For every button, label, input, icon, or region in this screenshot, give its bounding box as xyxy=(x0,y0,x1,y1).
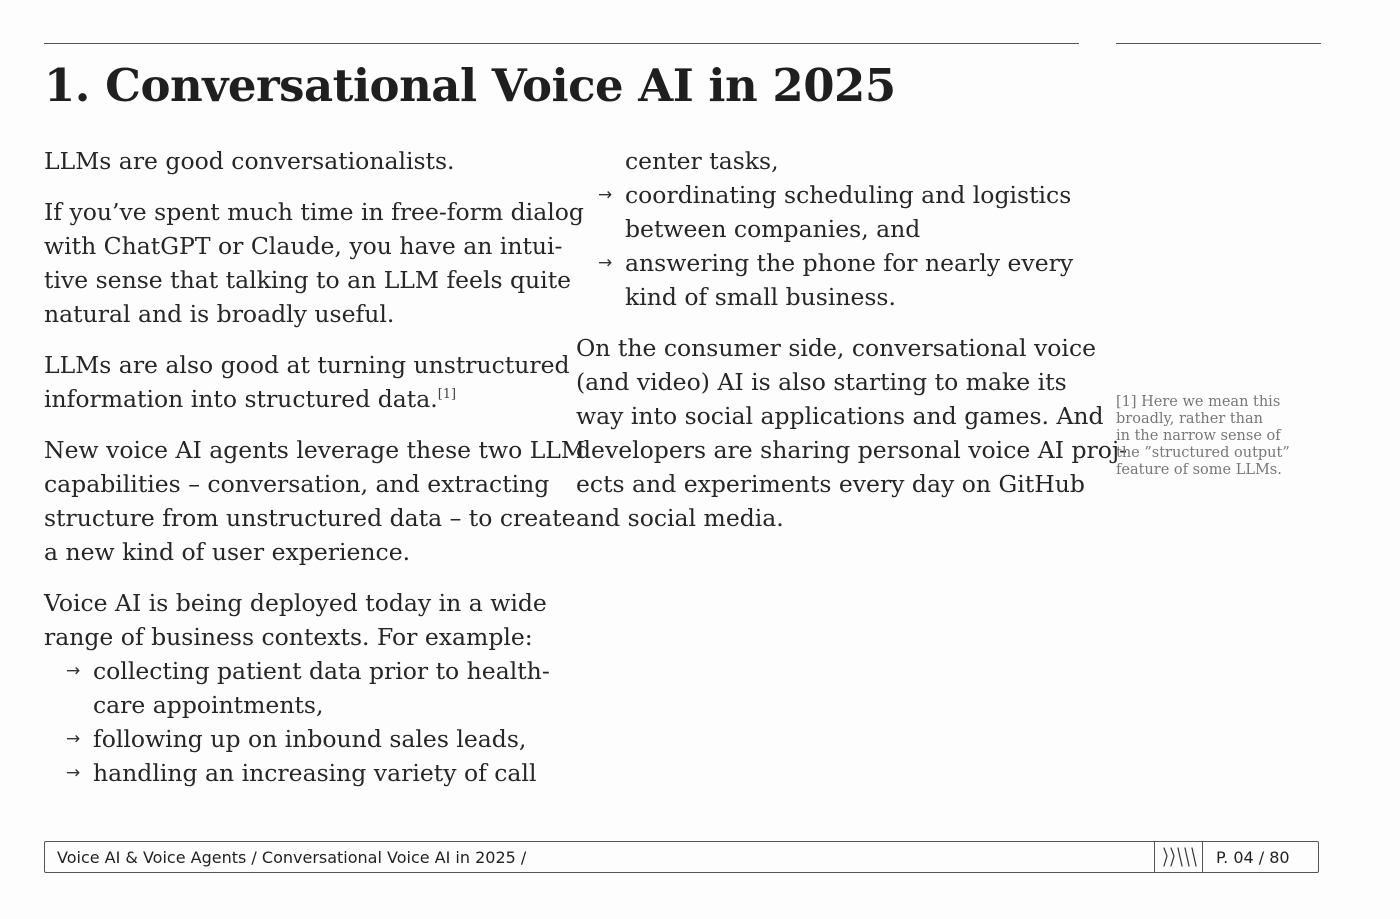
arrow-right-icon: → xyxy=(66,729,81,749)
list-item: → collecting patient data prior to health- care appointments, xyxy=(44,654,549,722)
page-number: P. 04 / 80 xyxy=(1216,848,1290,867)
left-column xyxy=(44,144,585,790)
arrow-right-icon: → xyxy=(66,661,81,681)
right-column xyxy=(576,144,1128,552)
arrow-right-icon: → xyxy=(598,253,613,273)
paragraph-1: LLMs are good conversationalists. xyxy=(44,147,455,175)
top-rule xyxy=(44,43,1079,44)
sidenote-rule xyxy=(1116,43,1321,44)
list-item: → answering the phone for nearly every kind of small business. xyxy=(576,246,1081,314)
paragraph-5: Voice AI is being deployed today in a wide range of business contexts. For example: → collecting patient data prior to health- care appointments, → following up on inbound sales leads, → handling an increasing variety of call xyxy=(44,586,549,790)
list-item: → coordinating scheduling and logistics between companies, and xyxy=(576,178,1081,246)
list-continued: center tasks, → coordinating scheduling and logistics between companies, and → answering the phone for nearly every kind of small business. xyxy=(576,144,1081,314)
logo-slashes-icon xyxy=(1155,842,1202,872)
arrow-right-icon: → xyxy=(66,763,81,783)
arrow-right-icon: → xyxy=(598,185,613,205)
sidenote: [1] Here we mean this broadly, rather than in the narrow sense of the ”structured output” feature of some LLMs. xyxy=(1116,394,1290,478)
paragraph-3: LLMs are also good at turning unstructured information into structured data.[1] xyxy=(44,351,570,413)
paragraph-2: If you’ve spent much time in free-form dialog with ChatGPT or Claude, you have an intui- tive sense that talking to an LLM feels quite natural and is broadly useful. xyxy=(44,198,584,328)
page-title: 1. Conversational Voice AI in 2025 xyxy=(44,59,896,112)
logo-slashes-icon xyxy=(1154,842,1203,872)
footnote-ref[interactable]: [1] xyxy=(437,387,457,402)
list-item: → following up on inbound sales leads, xyxy=(44,722,549,756)
paragraph-4: New voice AI agents leverage these two LLM capabilities – conversation, and extracting structure from unstructured data – to create a new kind of user experience. xyxy=(44,436,585,566)
paragraph-6: On the consumer side, conversational voice (and video) AI is also starting to make its way into social applications and games. And developers are sharing personal voice AI proj- ects and experiments every day on GitHub and social media. xyxy=(576,334,1128,532)
list-item: → handling an increasing variety of call xyxy=(44,756,549,790)
breadcrumb[interactable]: Voice AI & Voice Agents / Conversational Voice AI in 2025 / xyxy=(57,848,527,867)
footer-bar xyxy=(44,841,1319,873)
